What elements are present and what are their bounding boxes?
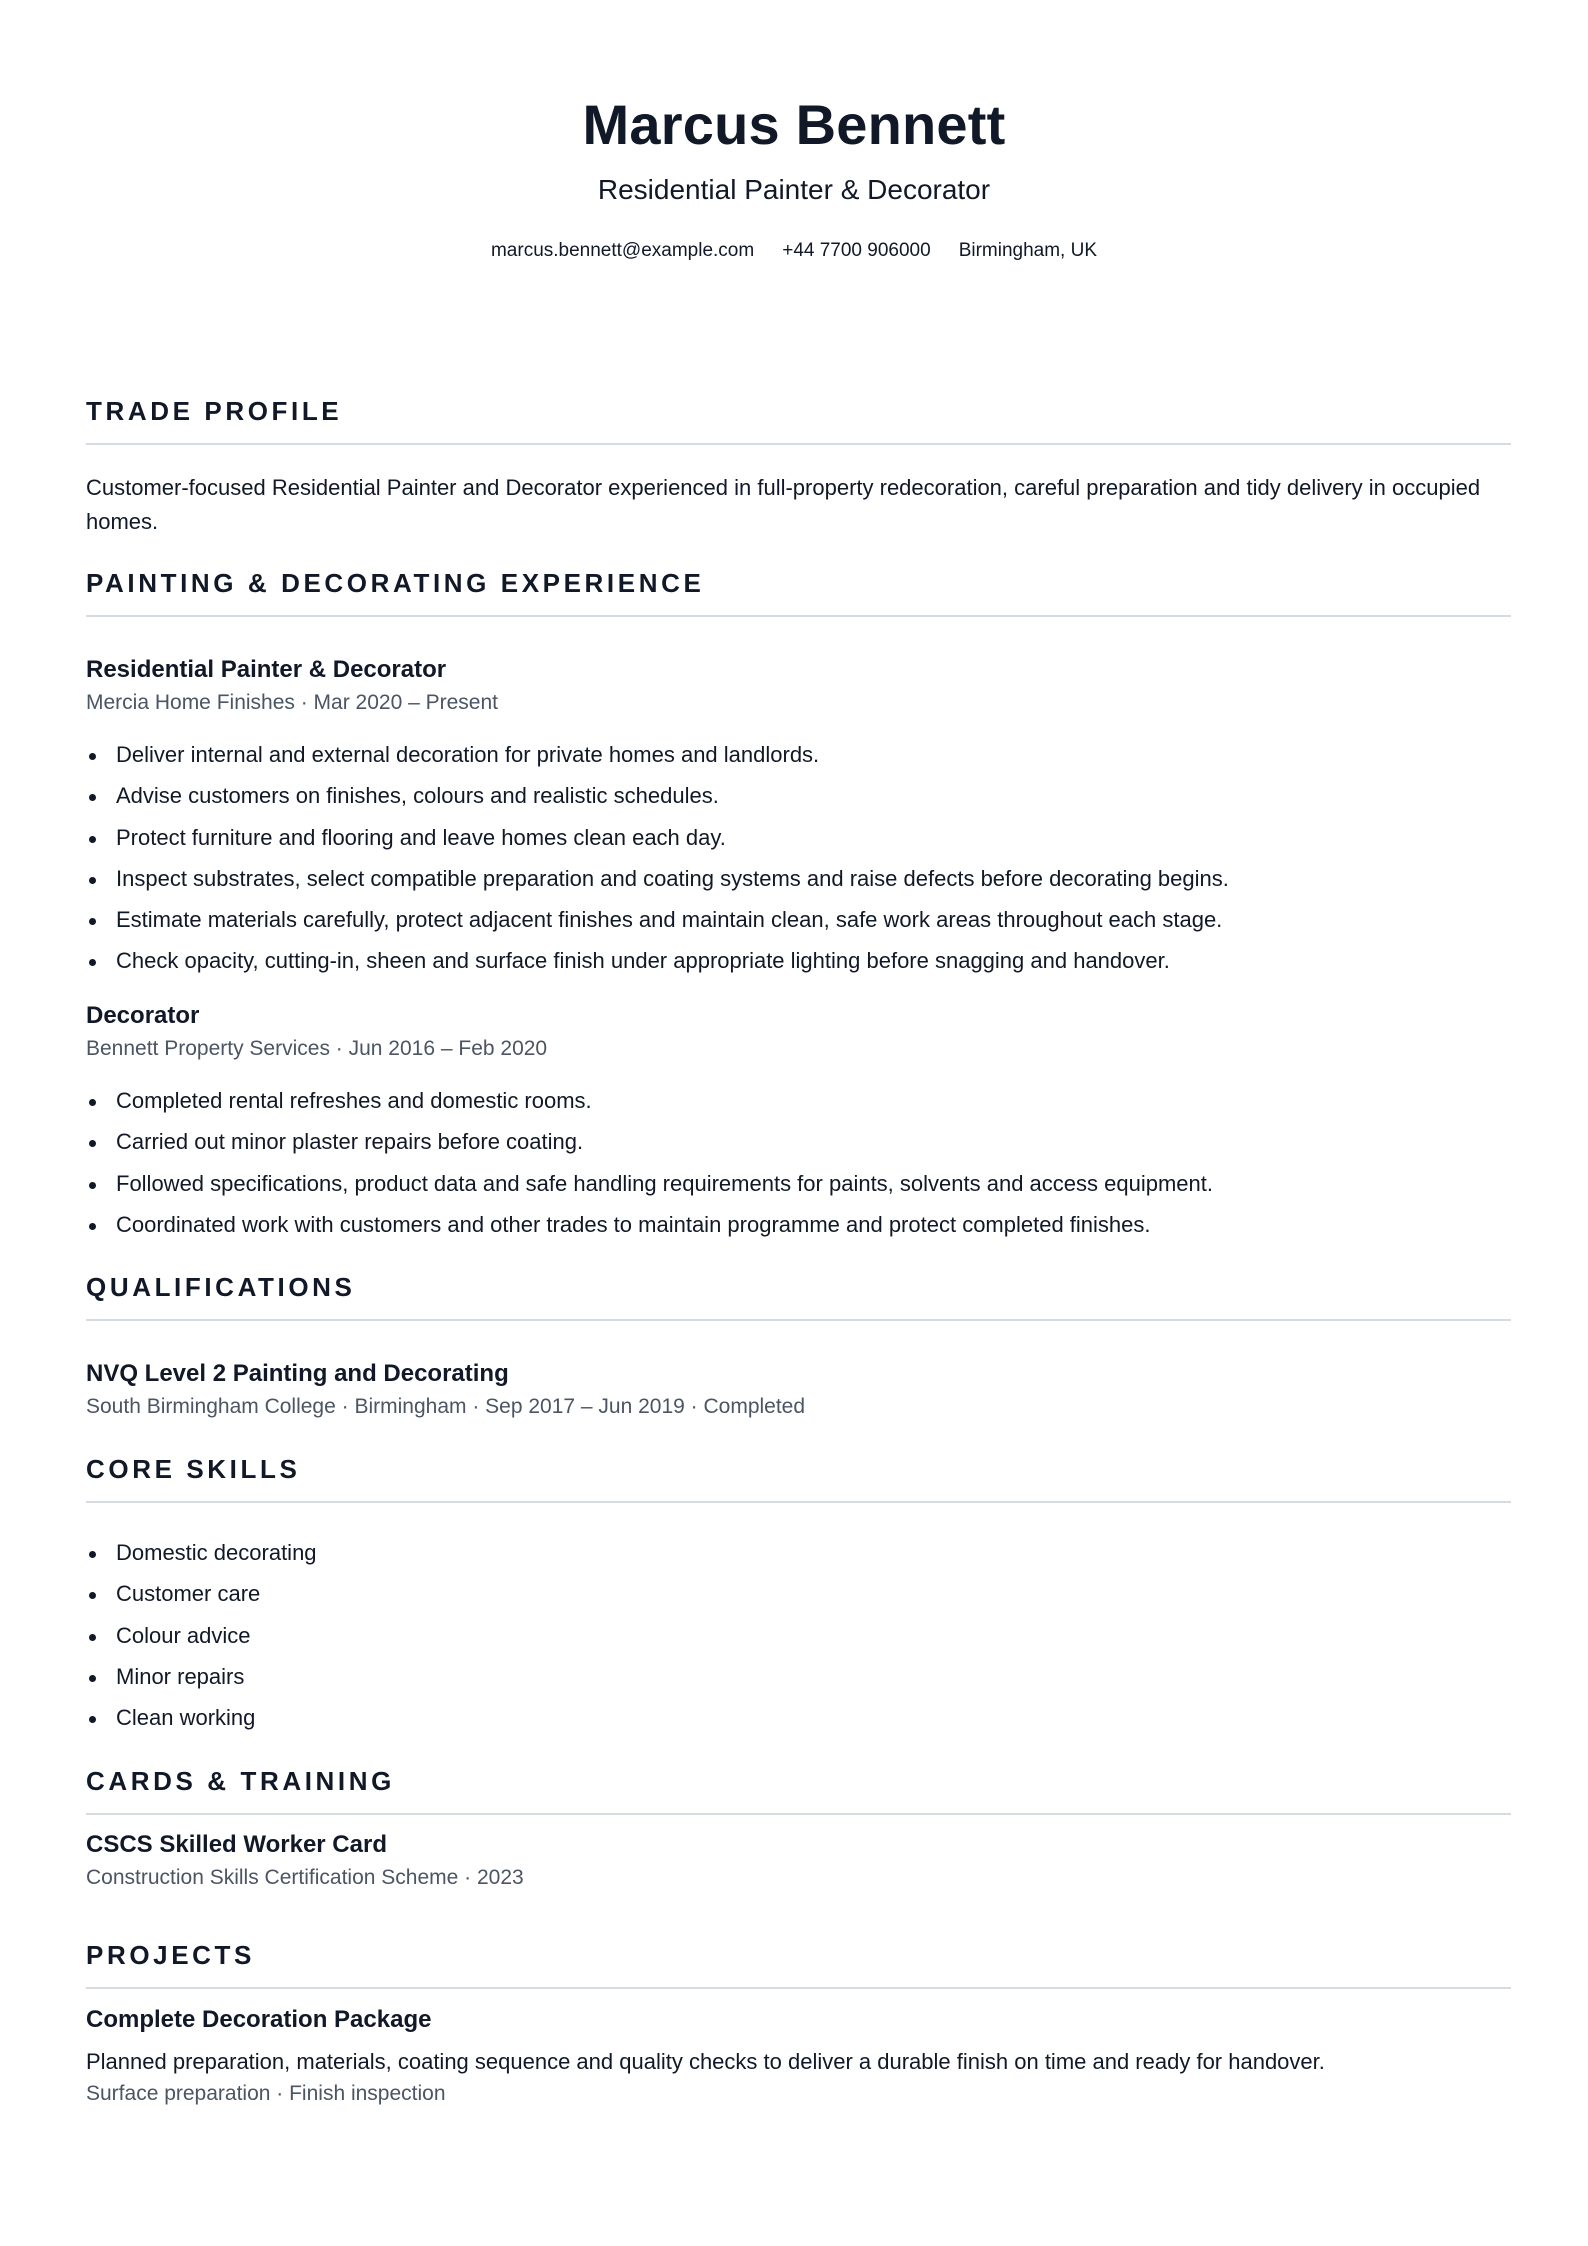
qualification-meta: South Birmingham College · Birmingham · Sep 2017 – Jun 2019 · Completed [86, 1395, 806, 1418]
project-title: Complete Decoration Package [86, 2006, 432, 2033]
section-heading-experience: PAINTING & DECORATING EXPERIENCE [86, 568, 705, 598]
project-description: Planned preparation, materials, coating sequence and quality checks to deliver a durable finish on time and ready for handover. [86, 2049, 1325, 2074]
list-item: Followed specifications, product data and safe handling requirements for paints, solvents and access equipment. [86, 1167, 1511, 1208]
skills-list [86, 1536, 1511, 1742]
job-title: Decorator [86, 1002, 200, 1029]
card-title: CSCS Skilled Worker Card [86, 1831, 387, 1858]
list-item: Domestic decorating [86, 1536, 1511, 1577]
job-meta: Mercia Home Finishes · Mar 2020 – Present [86, 691, 498, 714]
list-item: Advise customers on finishes, colours and realistic schedules. [86, 779, 1511, 820]
list-item: Carried out minor plaster repairs before coating. [86, 1125, 1511, 1166]
contact-phone[interactable]: +44 7700 906000 [782, 240, 931, 261]
contact-location: Birmingham, UK [958, 240, 1098, 261]
job-meta: Bennett Property Services · Jun 2016 – Feb 2020 [86, 1037, 548, 1060]
section-heading-qualifications: QUALIFICATIONS [86, 1272, 356, 1302]
section-heading-cards: CARDS & TRAINING [86, 1766, 395, 1796]
contact-email[interactable]: marcus.bennett@example.com [490, 240, 755, 261]
section-divider [86, 443, 1511, 445]
contact-line [0, 240, 1588, 262]
list-item: Check opacity, cutting-in, sheen and surface finish under appropriate lighting before snagging and handover. [86, 944, 1511, 985]
list-item: Estimate materials carefully, protect adjacent finishes and maintain clean, safe work areas throughout each stage. [86, 903, 1511, 944]
section-heading-projects: PROJECTS [86, 1940, 255, 1970]
section-divider [86, 1319, 1511, 1321]
list-item: Coordinated work with customers and other trades to maintain programme and protect completed finishes. [86, 1208, 1511, 1249]
job-title: Residential Painter & Decorator [86, 656, 447, 683]
section-divider [86, 1501, 1511, 1503]
qualification-title: NVQ Level 2 Painting and Decorating [86, 1360, 509, 1387]
list-item: Protect furniture and flooring and leave homes clean each day. [86, 821, 1511, 862]
list-item: Completed rental refreshes and domestic rooms. [86, 1084, 1511, 1125]
job-bullets [86, 738, 1511, 986]
section-heading-skills: CORE SKILLS [86, 1454, 301, 1484]
list-item: Deliver internal and external decoration for private homes and landlords. [86, 738, 1511, 779]
list-item: Colour advice [86, 1619, 1511, 1660]
card-meta: Construction Skills Certification Scheme · 2023 [86, 1866, 524, 1889]
list-item: Minor repairs [86, 1660, 1511, 1701]
job-bullets [86, 1084, 1511, 1249]
profile-summary: Customer-focused Residential Painter and Decorator experienced in full-property redecoration, careful preparation and tidy delivery in occupied homes. [86, 475, 1481, 534]
candidate-headline: Residential Painter & Decorator [597, 174, 991, 205]
list-item: Inspect substrates, select compatible preparation and coating systems and raise defects before decorating begins. [86, 862, 1511, 903]
section-divider [86, 615, 1511, 617]
list-item: Clean working [86, 1701, 1511, 1742]
section-divider [86, 1813, 1511, 1815]
section-divider [86, 1987, 1511, 1989]
list-item: Customer care [86, 1577, 1511, 1618]
section-heading-profile: TRADE PROFILE [86, 396, 343, 426]
project-tags: Surface preparation · Finish inspection [86, 2082, 446, 2105]
candidate-name: Marcus Bennett [582, 93, 1006, 156]
